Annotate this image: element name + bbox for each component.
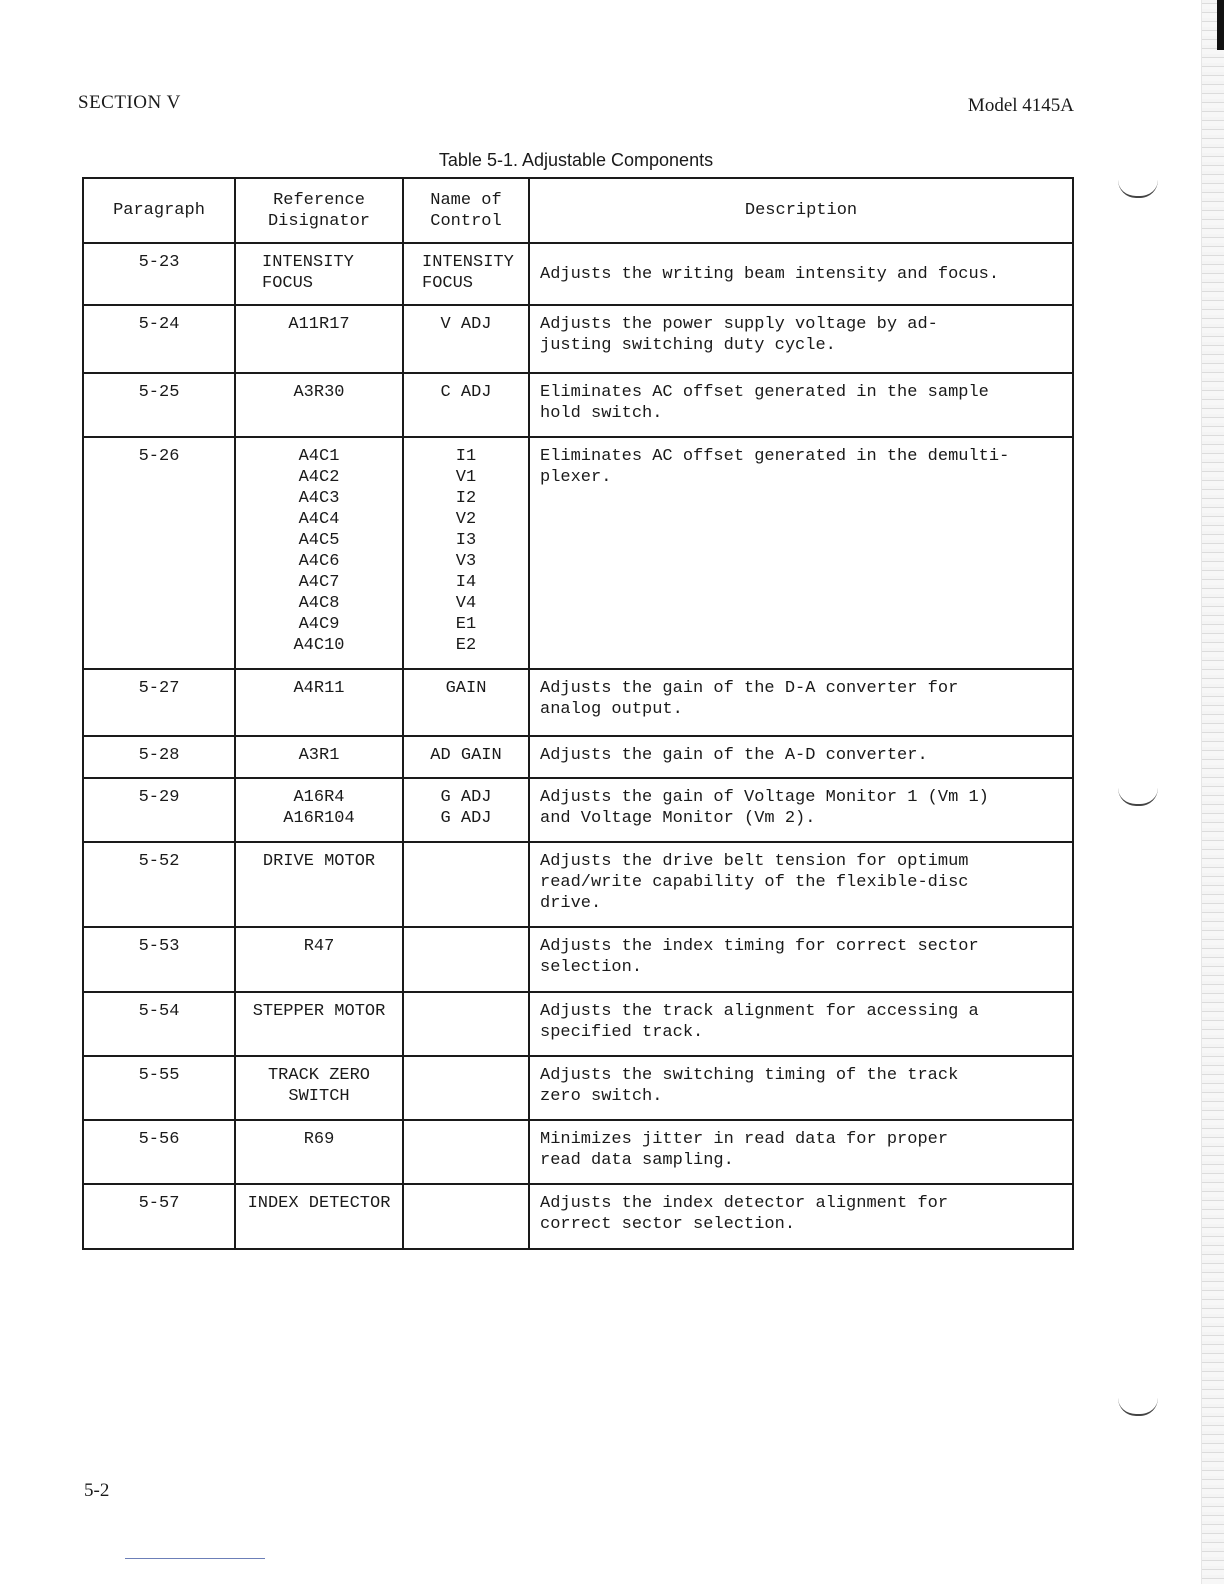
reference-designator: A4C4 [298,510,340,529]
description-line: read data sampling. [540,1151,734,1170]
paragraph-number: 5-57 [138,1194,180,1213]
reference-designator: TRACK ZERO [267,1066,371,1085]
control-name: G ADJ [440,809,492,828]
table-row [83,669,1073,736]
description-line: Adjusts the gain of the A-D converter. [540,746,928,765]
table-row [83,437,1073,669]
adjustable-components-table [82,177,1074,1250]
cell-reference [235,736,403,778]
scan-mark [1118,180,1158,198]
reference-designator: SWITCH [288,1087,350,1106]
reference-designator: A4C1 [298,447,340,466]
paragraph-number: 5-29 [138,788,180,807]
paragraph-number: 5-54 [138,1002,180,1021]
table-caption: Table 5-1. Adjustable Components [438,150,714,170]
col-header-line: Description [744,201,858,220]
table-row [83,736,1073,778]
table-row [83,305,1073,373]
table-row [83,992,1073,1056]
paragraph-number: 5-23 [138,253,180,272]
cell-description [529,736,1073,778]
col-header-description [529,178,1073,243]
control-name: GAIN [445,679,487,698]
description-line: Eliminates AC offset generated in the demulti- [540,447,1010,466]
cell-paragraph [83,437,235,669]
reference-designator: INDEX DETECTOR [247,1194,391,1213]
control-name: E2 [455,636,477,655]
paragraph-number: 5-25 [138,383,180,402]
paragraph-number: 5-26 [138,447,180,466]
cell-reference [235,1120,403,1184]
control-name: G ADJ [440,788,492,807]
cell-description [529,778,1073,842]
table-row [83,1056,1073,1120]
col-header-control [403,178,529,243]
control-name: V4 [455,594,477,613]
cell-control-name [403,1120,529,1184]
table-row [83,243,1073,305]
col-header-line: Name of [430,190,502,210]
description-line: hold switch. [540,404,663,423]
table-header-row [83,178,1073,243]
reference-designator: A4C2 [298,468,340,487]
reference-designator: A4C9 [298,615,340,634]
control-name: V1 [455,468,477,487]
cell-control-name [403,305,529,373]
control-name: I2 [455,489,477,508]
control-name: INTENSITY [422,253,514,272]
col-header-reference [235,178,403,243]
col-header-line: Reference [273,190,365,210]
cell-reference [235,778,403,842]
paragraph-number: 5-53 [138,937,180,956]
cell-paragraph [83,992,235,1056]
paragraph-number: 5-24 [138,315,180,334]
paragraph-number: 5-27 [138,679,180,698]
cell-paragraph [83,842,235,927]
cell-paragraph [83,373,235,437]
cell-control-name [403,778,529,842]
control-name: V3 [455,552,477,571]
description-line: drive. [540,894,602,913]
col-header-line: Paragraph [113,201,205,220]
cell-paragraph [83,305,235,373]
scan-rule [125,1558,265,1559]
table-body [83,243,1073,1249]
reference-designator: A16R4 [293,788,345,807]
cell-paragraph [83,1056,235,1120]
description-line: and Voltage Monitor (Vm 2). [540,809,816,828]
cell-control-name [403,736,529,778]
description-line: correct sector selection. [540,1215,796,1234]
cell-description [529,669,1073,736]
cell-paragraph [83,243,235,305]
control-name: C ADJ [440,383,492,402]
reference-designator: A4R11 [293,679,345,698]
cell-description [529,305,1073,373]
cell-description [529,1120,1073,1184]
reference-designator: FOCUS [262,274,314,293]
control-name: AD GAIN [430,746,502,765]
description-line: Minimizes jitter in read data for proper [540,1130,949,1149]
cell-description [529,1184,1073,1249]
cell-control-name [403,437,529,669]
cell-control-name [403,842,529,927]
cell-control-name [403,927,529,992]
description-line: justing switching duty cycle. [540,336,836,355]
cell-paragraph [83,1184,235,1249]
reference-designator: A11R17 [288,315,350,334]
reference-designator: DRIVE MOTOR [262,852,376,871]
control-name: V ADJ [440,315,492,334]
description-line: plexer. [540,468,612,487]
page-number: 5-2 [84,1480,110,1501]
description-line: Eliminates AC offset generated in the sample [540,383,989,402]
cell-description [529,437,1073,669]
reference-designator: A16R104 [283,809,355,828]
control-name: E1 [455,615,477,634]
table-row [83,1184,1073,1249]
paragraph-number: 5-56 [138,1130,180,1149]
cell-control-name [403,243,529,305]
cell-description [529,373,1073,437]
control-name: I1 [455,447,477,466]
description-line: Adjusts the power supply voltage by ad- [540,315,938,334]
cell-description [529,842,1073,927]
reference-designator: A3R1 [298,746,340,765]
paragraph-number: 5-28 [138,746,180,765]
col-header-line: Control [430,211,502,231]
cell-reference [235,842,403,927]
description-line: zero switch. [540,1087,663,1106]
cell-control-name [403,992,529,1056]
reference-designator: R69 [303,1130,335,1149]
reference-designator: A4C5 [298,531,340,550]
paragraph-number: 5-52 [138,852,180,871]
cell-paragraph [83,669,235,736]
cell-paragraph [83,1120,235,1184]
description-line: Adjusts the drive belt tension for optimum [540,852,969,871]
col-header-paragraph [83,178,235,243]
cell-description [529,992,1073,1056]
cell-description [529,243,1073,305]
cell-reference [235,669,403,736]
cell-control-name [403,1184,529,1249]
scan-edge-strip [1201,0,1224,1584]
reference-designator: R47 [303,937,335,956]
cell-reference [235,1184,403,1249]
description-line: Adjusts the track alignment for accessing a [540,1002,979,1021]
reference-designator: A3R30 [293,383,345,402]
cell-reference [235,1056,403,1120]
cell-reference [235,992,403,1056]
control-name: I4 [455,573,477,592]
table-row [83,1120,1073,1184]
paragraph-number: 5-55 [138,1066,180,1085]
cell-control-name [403,1056,529,1120]
table-row [83,842,1073,927]
cell-paragraph [83,927,235,992]
scan-edge-mark [1217,0,1224,50]
reference-designator: A4C6 [298,552,340,571]
cell-description [529,927,1073,992]
reference-designator: A4C7 [298,573,340,592]
model-label: Model 4145A [967,95,1074,116]
cell-reference [235,243,403,305]
scan-mark [1118,788,1158,806]
cell-paragraph [83,736,235,778]
table-row [83,373,1073,437]
reference-designator: STEPPER MOTOR [252,1002,386,1021]
cell-reference [235,373,403,437]
col-header-line: Disignator [267,211,371,231]
table-row [83,778,1073,842]
control-name: V2 [455,510,477,529]
reference-designator: A4C3 [298,489,340,508]
reference-designator: A4C10 [293,636,345,655]
description-line: selection. [540,958,643,977]
description-line: specified track. [540,1023,704,1042]
description-line: Adjusts the index timing for correct sector [540,937,979,956]
cell-reference [235,927,403,992]
description-line: Adjusts the index detector alignment for [540,1194,949,1213]
description-line: Adjusts the gain of Voltage Monitor 1 (Vm 1) [540,788,989,807]
cell-description [529,1056,1073,1120]
cell-reference [235,437,403,669]
reference-designator: INTENSITY [262,253,354,272]
reference-designator: A4C8 [298,594,340,613]
cell-reference [235,305,403,373]
section-label: SECTION V [78,92,181,113]
description-line: Adjusts the gain of the D-A converter for [540,679,959,698]
cell-control-name [403,669,529,736]
description-line: read/write capability of the flexible-disc [540,873,969,892]
description-line: analog output. [540,700,683,719]
control-name: FOCUS [422,274,474,293]
cell-paragraph [83,778,235,842]
cell-control-name [403,373,529,437]
description-line: Adjusts the switching timing of the track [540,1066,959,1085]
control-name: I3 [455,531,477,550]
scan-mark [1118,1398,1158,1416]
description-line: Adjusts the writing beam intensity and focus. [540,264,1000,284]
table-row [83,927,1073,992]
